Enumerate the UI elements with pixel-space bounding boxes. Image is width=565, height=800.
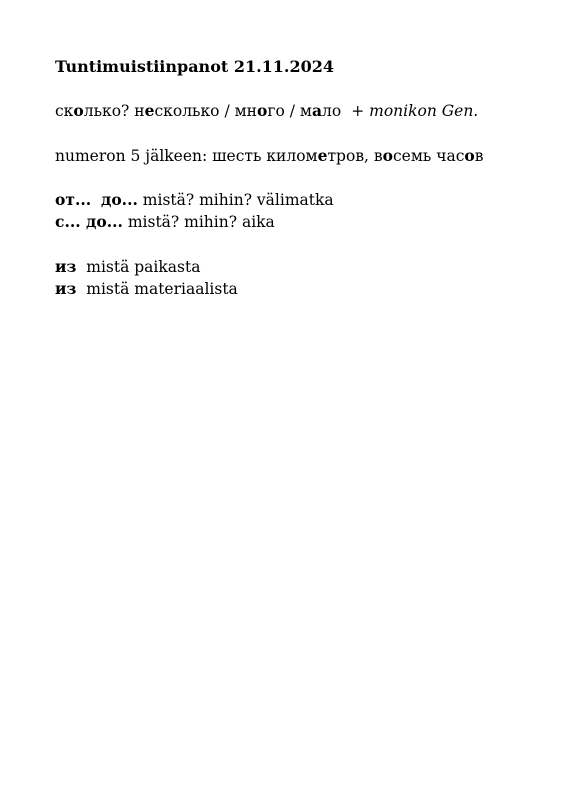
explanation-text: mistä materiaalista: [86, 280, 238, 298]
word-mnogo-part2: го: [267, 102, 285, 120]
stressed-vowel: е: [317, 146, 328, 165]
explanation-text: mistä? mihin? aika: [127, 213, 275, 231]
stressed-vowel: о: [464, 146, 475, 165]
preposition-s-do: с... до...: [55, 212, 123, 231]
numeral-text-mid1: тров, в: [327, 147, 383, 165]
plus-sign: +: [351, 102, 365, 120]
word-malo-part1: м: [299, 102, 312, 120]
stressed-vowel: о: [73, 101, 84, 120]
word-skolko-part2: лько?: [83, 102, 130, 120]
word-mnogo-part1: мн: [234, 102, 258, 120]
stressed-vowel: о: [257, 101, 268, 120]
explanation-text: mistä paikasta: [86, 258, 201, 276]
explanation-text: mistä? mihin? välimatka: [142, 191, 334, 209]
word-malo-part2: ло: [322, 102, 342, 120]
page-title: Tuntimuistiinpanot 21.11.2024: [55, 57, 335, 76]
preposition-ot: от...: [55, 190, 92, 209]
stressed-vowel: о: [382, 146, 393, 165]
preposition-do: до...: [101, 190, 138, 209]
word-neskolko-part1: н: [134, 102, 145, 120]
grammar-note: monikon Gen.: [369, 102, 479, 120]
note-line-s-do: [55, 211, 275, 233]
note-line-numerals: [55, 145, 484, 167]
note-line-iz-material: [55, 278, 238, 300]
numeral-text-end: в: [474, 147, 484, 165]
note-line-iz-place: [55, 256, 200, 278]
word-skolko-part1: ск: [55, 102, 74, 120]
preposition-iz: из: [55, 257, 77, 276]
note-line-quantity-words: [55, 100, 478, 122]
numeral-text-mid2: семь час: [392, 147, 465, 165]
separator: /: [224, 102, 230, 120]
preposition-iz: из: [55, 279, 77, 298]
numeral-text-prefix: numeron 5 jälkeen: шесть килом: [55, 147, 318, 165]
stressed-vowel: е: [144, 101, 155, 120]
word-neskolko-part2: сколько: [154, 102, 220, 120]
separator: /: [289, 102, 295, 120]
stressed-vowel: а: [311, 101, 323, 120]
note-line-ot-do: [55, 189, 334, 211]
